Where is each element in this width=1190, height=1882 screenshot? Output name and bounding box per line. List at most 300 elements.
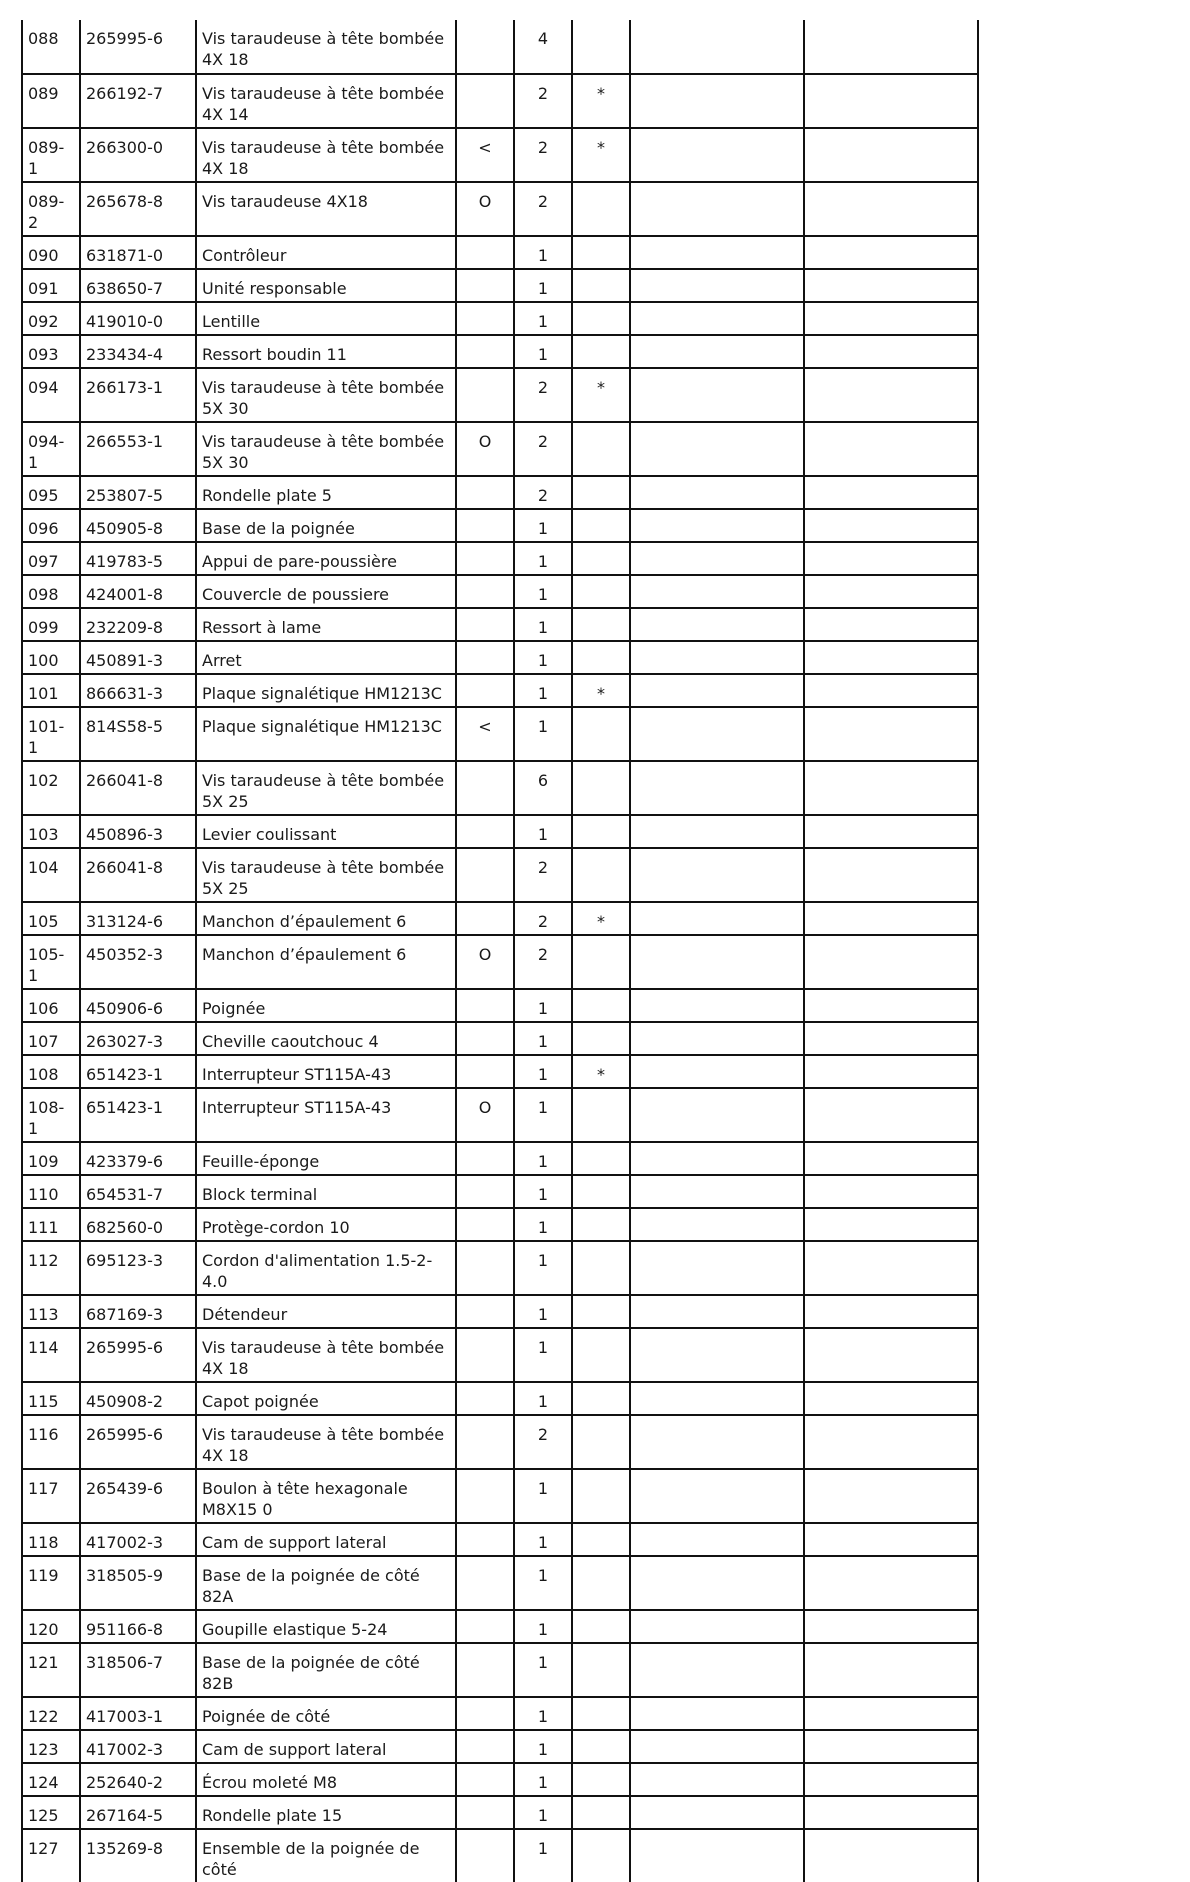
quantity-cell: 4 <box>514 20 572 74</box>
blank-cell <box>630 1469 804 1523</box>
quantity-cell: 1 <box>514 542 572 575</box>
mark-cell <box>456 608 514 641</box>
description-cell: Vis taraudeuse à tête bombée 4X 14 <box>196 74 456 128</box>
blank-cell <box>804 1208 978 1241</box>
blank-cell <box>804 476 978 509</box>
description-cell: Goupille elastique 5-24 <box>196 1610 456 1643</box>
quantity-cell: 1 <box>514 1796 572 1829</box>
quantity-cell: 1 <box>514 707 572 761</box>
blank-cell <box>630 1643 804 1697</box>
mark-cell: < <box>456 128 514 182</box>
item-number-cell: 107 <box>22 1022 80 1055</box>
blank-cell <box>804 509 978 542</box>
description-cell: Ressort boudin 11 <box>196 335 456 368</box>
blank-cell <box>630 1295 804 1328</box>
quantity-cell: 1 <box>514 509 572 542</box>
part-number-cell: 417002-3 <box>80 1523 196 1556</box>
blank-cell <box>804 674 978 707</box>
note-cell <box>572 20 630 74</box>
blank-cell <box>804 707 978 761</box>
mark-cell <box>456 1523 514 1556</box>
mark-cell <box>456 1796 514 1829</box>
table-row <box>22 902 978 935</box>
description-cell: Vis taraudeuse à tête bombée 5X 30 <box>196 368 456 422</box>
part-number-cell: 419010-0 <box>80 302 196 335</box>
quantity-cell: 1 <box>514 1523 572 1556</box>
mark-cell: O <box>456 182 514 236</box>
blank-cell <box>630 1829 804 1882</box>
blank-cell <box>630 509 804 542</box>
item-number-cell: 120 <box>22 1610 80 1643</box>
description-cell: Vis taraudeuse à tête bombée 5X 30 <box>196 422 456 476</box>
table-row <box>22 422 978 476</box>
quantity-cell: 1 <box>514 815 572 848</box>
table-row <box>22 1382 978 1415</box>
quantity-cell: 1 <box>514 1055 572 1088</box>
part-number-cell: 424001-8 <box>80 575 196 608</box>
item-number-cell: 102 <box>22 761 80 815</box>
quantity-cell: 2 <box>514 74 572 128</box>
blank-cell <box>630 1088 804 1142</box>
blank-cell <box>804 935 978 989</box>
blank-cell <box>630 74 804 128</box>
table-row <box>22 1022 978 1055</box>
note-cell <box>572 476 630 509</box>
quantity-cell: 1 <box>514 1241 572 1295</box>
item-number-cell: 103 <box>22 815 80 848</box>
description-cell: Poignée <box>196 989 456 1022</box>
quantity-cell: 1 <box>514 1610 572 1643</box>
table-row <box>22 509 978 542</box>
item-number-cell: 094 <box>22 368 80 422</box>
blank-cell <box>630 368 804 422</box>
table-row <box>22 269 978 302</box>
blank-cell <box>630 1382 804 1415</box>
mark-cell <box>456 1241 514 1295</box>
item-number-cell: 094-1 <box>22 422 80 476</box>
mark-cell <box>456 1829 514 1882</box>
blank-cell <box>804 1796 978 1829</box>
description-cell: Couvercle de poussiere <box>196 575 456 608</box>
part-number-cell: 135269-8 <box>80 1829 196 1882</box>
blank-cell <box>804 1415 978 1469</box>
blank-cell <box>630 902 804 935</box>
mark-cell <box>456 848 514 902</box>
table-row <box>22 674 978 707</box>
blank-cell <box>630 674 804 707</box>
quantity-cell: 1 <box>514 575 572 608</box>
table-row <box>22 1643 978 1697</box>
item-number-cell: 088 <box>22 20 80 74</box>
table-row <box>22 74 978 128</box>
part-number-cell: 263027-3 <box>80 1022 196 1055</box>
table-row <box>22 236 978 269</box>
blank-cell <box>804 1523 978 1556</box>
description-cell: Vis taraudeuse à tête bombée 4X 18 <box>196 20 456 74</box>
blank-cell <box>804 182 978 236</box>
part-number-cell: 651423-1 <box>80 1088 196 1142</box>
table-row <box>22 1241 978 1295</box>
blank-cell <box>630 1556 804 1610</box>
mark-cell <box>456 1022 514 1055</box>
note-cell <box>572 1142 630 1175</box>
note-cell: * <box>572 74 630 128</box>
note-cell <box>572 1523 630 1556</box>
blank-cell <box>804 761 978 815</box>
table-row <box>22 1610 978 1643</box>
description-cell: Block terminal <box>196 1175 456 1208</box>
blank-cell <box>630 1022 804 1055</box>
quantity-cell: 1 <box>514 1175 572 1208</box>
mark-cell <box>456 1055 514 1088</box>
part-number-cell: 266041-8 <box>80 761 196 815</box>
blank-cell <box>804 128 978 182</box>
note-cell <box>572 1382 630 1415</box>
mark-cell <box>456 368 514 422</box>
blank-cell <box>804 1730 978 1763</box>
mark-cell <box>456 1643 514 1697</box>
blank-cell <box>804 1175 978 1208</box>
blank-cell <box>630 707 804 761</box>
item-number-cell: 121 <box>22 1643 80 1697</box>
part-number-cell: 417003-1 <box>80 1697 196 1730</box>
mark-cell: < <box>456 707 514 761</box>
table-row <box>22 368 978 422</box>
quantity-cell: 2 <box>514 128 572 182</box>
table-row <box>22 1055 978 1088</box>
quantity-cell: 1 <box>514 1382 572 1415</box>
blank-cell <box>630 815 804 848</box>
quantity-cell: 1 <box>514 236 572 269</box>
item-number-cell: 117 <box>22 1469 80 1523</box>
quantity-cell: 2 <box>514 476 572 509</box>
blank-cell <box>804 269 978 302</box>
part-number-cell: 450908-2 <box>80 1382 196 1415</box>
mark-cell <box>456 902 514 935</box>
blank-cell <box>804 1328 978 1382</box>
table-row <box>22 20 978 74</box>
quantity-cell: 1 <box>514 1088 572 1142</box>
quantity-cell: 1 <box>514 674 572 707</box>
description-cell: Vis taraudeuse à tête bombée 5X 25 <box>196 761 456 815</box>
quantity-cell: 6 <box>514 761 572 815</box>
description-cell: Base de la poignée de côté 82B <box>196 1643 456 1697</box>
description-cell: Lentille <box>196 302 456 335</box>
table-row <box>22 1088 978 1142</box>
mark-cell <box>456 989 514 1022</box>
part-number-cell: 419783-5 <box>80 542 196 575</box>
description-cell: Levier coulissant <box>196 815 456 848</box>
item-number-cell: 089-2 <box>22 182 80 236</box>
note-cell <box>572 542 630 575</box>
table-row <box>22 476 978 509</box>
quantity-cell: 2 <box>514 368 572 422</box>
note-cell <box>572 269 630 302</box>
part-number-cell: 266041-8 <box>80 848 196 902</box>
mark-cell <box>456 1382 514 1415</box>
blank-cell <box>630 236 804 269</box>
note-cell <box>572 1469 630 1523</box>
mark-cell <box>456 1328 514 1382</box>
blank-cell <box>630 128 804 182</box>
item-number-cell: 096 <box>22 509 80 542</box>
description-cell: Manchon d’épaulement 6 <box>196 902 456 935</box>
note-cell <box>572 989 630 1022</box>
quantity-cell: 1 <box>514 1763 572 1796</box>
quantity-cell: 1 <box>514 335 572 368</box>
blank-cell <box>630 1415 804 1469</box>
blank-cell <box>804 1055 978 1088</box>
blank-cell <box>630 335 804 368</box>
description-cell: Base de la poignée <box>196 509 456 542</box>
blank-cell <box>804 989 978 1022</box>
mark-cell: O <box>456 422 514 476</box>
description-cell: Détendeur <box>196 1295 456 1328</box>
blank-cell <box>630 608 804 641</box>
quantity-cell: 2 <box>514 935 572 989</box>
description-cell: Capot poignée <box>196 1382 456 1415</box>
quantity-cell: 1 <box>514 1556 572 1610</box>
mark-cell <box>456 74 514 128</box>
table-row <box>22 575 978 608</box>
parts-table-body <box>22 20 978 1882</box>
table-row <box>22 1730 978 1763</box>
item-number-cell: 100 <box>22 641 80 674</box>
quantity-cell: 1 <box>514 608 572 641</box>
table-row <box>22 182 978 236</box>
blank-cell <box>630 1208 804 1241</box>
part-number-cell: 450906-6 <box>80 989 196 1022</box>
blank-cell <box>804 1295 978 1328</box>
mark-cell <box>456 1175 514 1208</box>
mark-cell: O <box>456 1088 514 1142</box>
description-cell: Plaque signalétique HM1213C <box>196 674 456 707</box>
part-number-cell: 266553-1 <box>80 422 196 476</box>
note-cell <box>572 1796 630 1829</box>
item-number-cell: 095 <box>22 476 80 509</box>
part-number-cell: 417002-3 <box>80 1730 196 1763</box>
table-row <box>22 641 978 674</box>
table-row <box>22 608 978 641</box>
blank-cell <box>804 815 978 848</box>
part-number-cell: 266300-0 <box>80 128 196 182</box>
part-number-cell: 265995-6 <box>80 1328 196 1382</box>
blank-cell <box>630 1241 804 1295</box>
table-row <box>22 302 978 335</box>
quantity-cell: 1 <box>514 1328 572 1382</box>
part-number-cell: 232209-8 <box>80 608 196 641</box>
note-cell: * <box>572 128 630 182</box>
blank-cell <box>630 935 804 989</box>
item-number-cell: 104 <box>22 848 80 902</box>
blank-cell <box>804 20 978 74</box>
mark-cell <box>456 1295 514 1328</box>
table-row <box>22 989 978 1022</box>
part-number-cell: 265995-6 <box>80 1415 196 1469</box>
table-row <box>22 1523 978 1556</box>
blank-cell <box>630 1055 804 1088</box>
mark-cell <box>456 20 514 74</box>
quantity-cell: 1 <box>514 302 572 335</box>
quantity-cell: 1 <box>514 989 572 1022</box>
description-cell: Plaque signalétique HM1213C <box>196 707 456 761</box>
blank-cell <box>630 641 804 674</box>
description-cell: Ensemble de la poignée de côté <box>196 1829 456 1882</box>
description-cell: Rondelle plate 15 <box>196 1796 456 1829</box>
note-cell <box>572 1208 630 1241</box>
item-number-cell: 091 <box>22 269 80 302</box>
blank-cell <box>804 74 978 128</box>
part-number-cell: 450352-3 <box>80 935 196 989</box>
part-number-cell: 638650-7 <box>80 269 196 302</box>
table-row <box>22 707 978 761</box>
item-number-cell: 108 <box>22 1055 80 1088</box>
item-number-cell: 119 <box>22 1556 80 1610</box>
blank-cell <box>630 1328 804 1382</box>
item-number-cell: 112 <box>22 1241 80 1295</box>
mark-cell <box>456 674 514 707</box>
table-row <box>22 815 978 848</box>
note-cell <box>572 1241 630 1295</box>
table-row <box>22 1763 978 1796</box>
description-cell: Vis taraudeuse à tête bombée 5X 25 <box>196 848 456 902</box>
note-cell <box>572 509 630 542</box>
table-row <box>22 1328 978 1382</box>
item-number-cell: 125 <box>22 1796 80 1829</box>
item-number-cell: 114 <box>22 1328 80 1382</box>
blank-cell <box>630 1697 804 1730</box>
mark-cell <box>456 236 514 269</box>
part-number-cell: 654531-7 <box>80 1175 196 1208</box>
mark-cell <box>456 575 514 608</box>
mark-cell <box>456 761 514 815</box>
note-cell <box>572 1088 630 1142</box>
description-cell: Cheville caoutchouc 4 <box>196 1022 456 1055</box>
mark-cell <box>456 542 514 575</box>
mark-cell <box>456 641 514 674</box>
note-cell <box>572 1730 630 1763</box>
mark-cell <box>456 302 514 335</box>
mark-cell: O <box>456 935 514 989</box>
part-number-cell: 265439-6 <box>80 1469 196 1523</box>
part-number-cell: 233434-4 <box>80 335 196 368</box>
part-number-cell: 631871-0 <box>80 236 196 269</box>
note-cell <box>572 1556 630 1610</box>
part-number-cell: 695123-3 <box>80 1241 196 1295</box>
table-row <box>22 1556 978 1610</box>
table-row <box>22 1829 978 1882</box>
blank-cell <box>804 335 978 368</box>
part-number-cell: 651423-1 <box>80 1055 196 1088</box>
note-cell <box>572 1829 630 1882</box>
item-number-cell: 116 <box>22 1415 80 1469</box>
blank-cell <box>804 1382 978 1415</box>
note-cell <box>572 608 630 641</box>
blank-cell <box>804 575 978 608</box>
blank-cell <box>630 1610 804 1643</box>
item-number-cell: 105-1 <box>22 935 80 989</box>
note-cell <box>572 335 630 368</box>
quantity-cell: 2 <box>514 848 572 902</box>
quantity-cell: 1 <box>514 1643 572 1697</box>
blank-cell <box>804 1022 978 1055</box>
part-number-cell: 951166-8 <box>80 1610 196 1643</box>
note-cell <box>572 302 630 335</box>
blank-cell <box>804 902 978 935</box>
blank-cell <box>804 1643 978 1697</box>
blank-cell <box>630 1142 804 1175</box>
blank-cell <box>630 761 804 815</box>
note-cell <box>572 1697 630 1730</box>
description-cell: Rondelle plate 5 <box>196 476 456 509</box>
blank-cell <box>630 542 804 575</box>
table-row <box>22 1142 978 1175</box>
description-cell: Ressort à lame <box>196 608 456 641</box>
blank-cell <box>804 1697 978 1730</box>
description-cell: Écrou moleté M8 <box>196 1763 456 1796</box>
table-row <box>22 1175 978 1208</box>
description-cell: Cordon d'alimentation 1.5-2-4.0 <box>196 1241 456 1295</box>
blank-cell <box>804 1556 978 1610</box>
table-row <box>22 761 978 815</box>
note-cell <box>572 1328 630 1382</box>
item-number-cell: 113 <box>22 1295 80 1328</box>
blank-cell <box>630 20 804 74</box>
part-number-cell: 266173-1 <box>80 368 196 422</box>
item-number-cell: 097 <box>22 542 80 575</box>
note-cell <box>572 815 630 848</box>
quantity-cell: 1 <box>514 1730 572 1763</box>
blank-cell <box>804 302 978 335</box>
note-cell: * <box>572 1055 630 1088</box>
description-cell: Cam de support lateral <box>196 1730 456 1763</box>
item-number-cell: 098 <box>22 575 80 608</box>
quantity-cell: 2 <box>514 902 572 935</box>
quantity-cell: 2 <box>514 182 572 236</box>
item-number-cell: 105 <box>22 902 80 935</box>
blank-cell <box>630 1796 804 1829</box>
item-number-cell: 106 <box>22 989 80 1022</box>
mark-cell <box>456 1142 514 1175</box>
part-number-cell: 265995-6 <box>80 20 196 74</box>
blank-cell <box>804 1610 978 1643</box>
part-number-cell: 318506-7 <box>80 1643 196 1697</box>
description-cell: Boulon à tête hexagonale M8X15 0 <box>196 1469 456 1523</box>
blank-cell <box>630 575 804 608</box>
blank-cell <box>804 1142 978 1175</box>
blank-cell <box>804 1469 978 1523</box>
description-cell: Vis taraudeuse à tête bombée 4X 18 <box>196 1415 456 1469</box>
part-number-cell: 682560-0 <box>80 1208 196 1241</box>
blank-cell <box>630 1730 804 1763</box>
quantity-cell: 1 <box>514 1697 572 1730</box>
item-number-cell: 111 <box>22 1208 80 1241</box>
part-number-cell: 253807-5 <box>80 476 196 509</box>
quantity-cell: 1 <box>514 1022 572 1055</box>
blank-cell <box>630 1523 804 1556</box>
quantity-cell: 2 <box>514 422 572 476</box>
note-cell <box>572 761 630 815</box>
item-number-cell: 089 <box>22 74 80 128</box>
mark-cell <box>456 815 514 848</box>
part-number-cell: 267164-5 <box>80 1796 196 1829</box>
quantity-cell: 1 <box>514 1469 572 1523</box>
part-number-cell: 687169-3 <box>80 1295 196 1328</box>
item-number-cell: 108-1 <box>22 1088 80 1142</box>
part-number-cell: 423379-6 <box>80 1142 196 1175</box>
part-number-cell: 318505-9 <box>80 1556 196 1610</box>
mark-cell <box>456 1730 514 1763</box>
